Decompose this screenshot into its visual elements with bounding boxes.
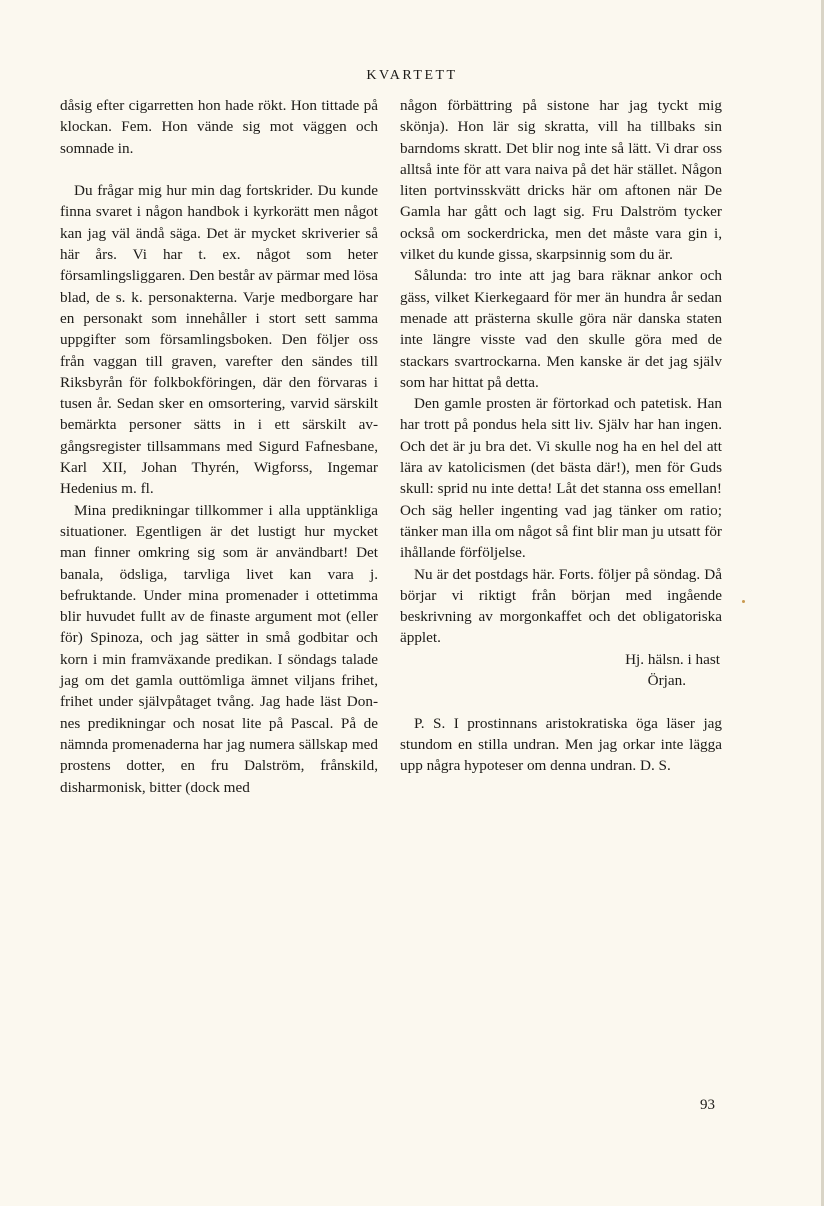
signature: Örjan. bbox=[647, 672, 686, 690]
paragraph-kierkegaard: Sålunda: tro inte att jag bara räknar ankor och gäss, vilket Kierkegaard för mer än hundra år sedan menade att prästerna skulle göra när danska staten inte längre visste vad den skulle göra med de stackars svartrockarna. Men kanske är det jag själv som har hittat på detta. bbox=[400, 267, 722, 391]
closing-greeting: Hj. hälsn. i hast bbox=[625, 650, 720, 668]
page-number: 93 bbox=[700, 1097, 715, 1113]
paragraph-sermons: Mina predikningar tillkommer i alla upptänkliga situationer. Egentligen är det lustigt hur mycket man finner omkring sig som är användbart! Det banala, ödsliga, tarvliga livet kan vara j. befruktande. Under mina promenader i ottetimma blir huvudet fullt av de finaste argument mot (eller för) Spinoza, och jag sätter in små godbitar och korn i min framväxande predikan. I söndags talade jag om det gamla outtömliga ämnet viljans frihet, frihet under självpåtaget tvång. Jag hade läst Donnes predikningar och nosat lite på Pascal. På de nämnda promenaderna har jag numera sällskap med prostens dotter, en fru Dalström, frånskild, disharmonisk, bitter (dock med bbox=[60, 501, 378, 796]
left-text-column bbox=[60, 95, 378, 798]
paragraph-improvement: någon förbättring på sistone har jag tyckt mig skönja). Hon lär sig skratta, vill ha tillbaks sin barndoms skratt. Det blir nog inte så lätt. Vi drar oss alltså inte för att vara naiva på det här stället. Någon liten portvinsskvätt dricks här om aftonen när De Gamla har gått och lagt sig. Fru Dalström tycker också om sockerdricka, men det måste vara gin i, vilket du kunde gissa, skarpsinnig som du är. bbox=[400, 97, 722, 264]
paragraph-mail-time: Nu är det postdags här. Forts. följer på söndag. Då börjar vi riktigt från början med ingående beskrivning av morgonkaffet och det obligatoriska äpplet. bbox=[400, 565, 722, 647]
paper-speck bbox=[742, 600, 745, 603]
postscript: P. S. I prostinnans aristokratiska öga läser jag stundom en stilla undran. Men jag orkar inte lägga upp några hypoteser om denna undran. D. S. bbox=[400, 714, 722, 775]
paragraph-daily-routine: Du frågar mig hur min dag fortskrider. Du kunde finna svaret i någon handbok i kyrkorätt men något kan jag väl ändå säga. Det är mycket skriverier så här års. Vi har t. ex. något som heter församlingsliggaren. Den består av pärmar med lösa blad, de s. k. personakterna. Varje medborgare har en personakt som innehåller i stort sett samma uppgifter som församlingsboken. Den följer oss från vaggan till graven, varefter den sändes till Riksbyrån för folkbokföringen, där den förvaras i tusen år. Sedan sker en omsortering, varvid särskilt bemärkta personer sätts in i ett särskilt avgångsregister tillsammans med Sigurd Fafnesbane, Karl XII, Johan Thyrén, Wigforss, Ingemar Hedenius m. fl. bbox=[60, 182, 378, 498]
running-header: KVARTETT bbox=[366, 68, 458, 83]
paragraph-old-provost: Den gamle prosten är förtorkad och patetisk. Han har trott på pondus hela sitt liv. Själv har han ingen. Och det är ju bra det. Vi skulle nog ha en hel del att lära av katolicismen (det bästa där!), men för Guds skull: sprid nu inte detta! Låt det stanna oss emellan! Och säg heller ingenting vad jag tänker om ratio; tänker man illa om något så fint blir man ju utsatt för ihållande förföljelse. bbox=[400, 395, 722, 562]
right-text-column bbox=[400, 95, 722, 777]
paragraph-continuation: dåsig efter cigarretten hon hade rökt. Hon tittade på klockan. Fem. Hon vände sig mot väggen och somnade in. bbox=[60, 97, 378, 157]
